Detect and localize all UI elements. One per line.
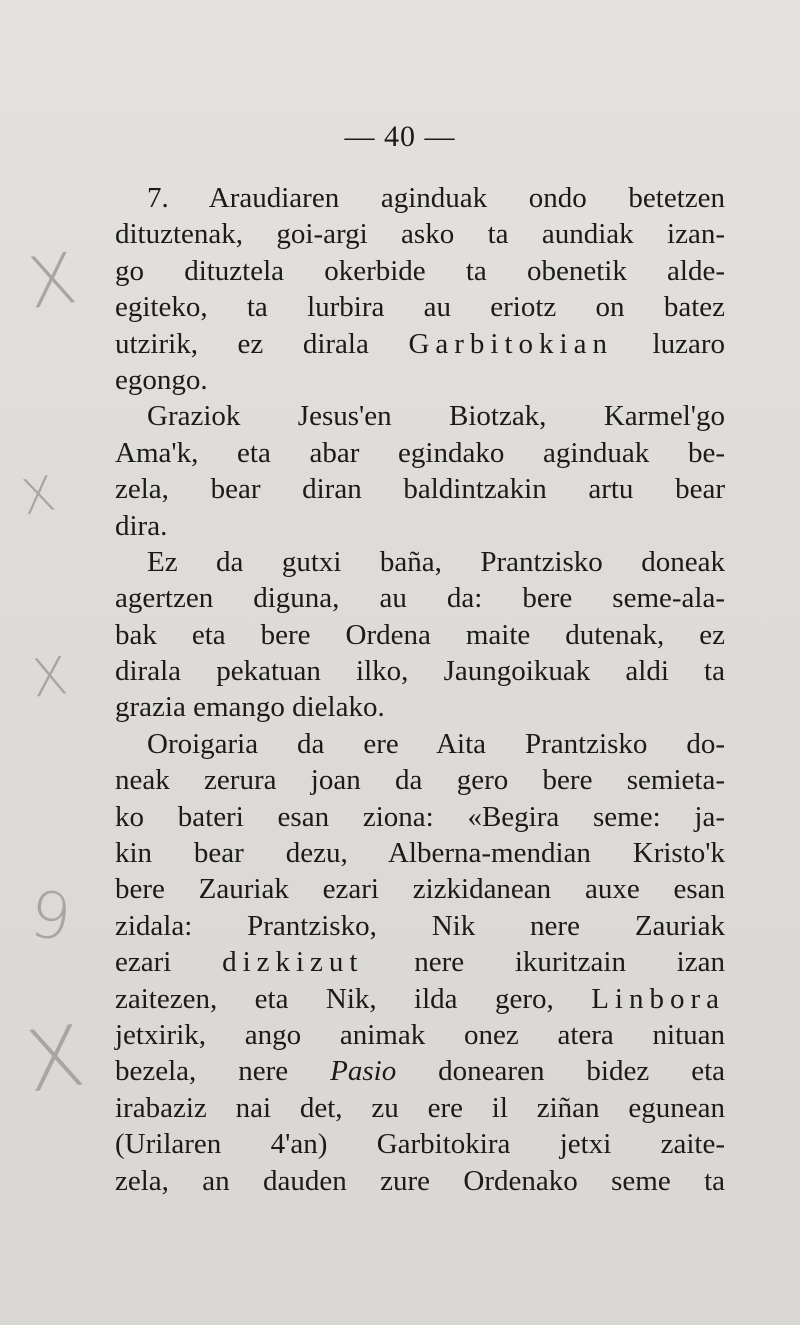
text-line: bere Zauriak ezari zizkidanean auxe esan <box>115 873 725 906</box>
text-line: Oroigaria da ere Aita Prantzisko do- <box>147 727 725 760</box>
text-line: bezela, nere Pasio donearen bidez eta <box>115 1055 725 1088</box>
text-line: zaitezen, eta Nik, ilda gero, Linbora <box>115 982 725 1015</box>
text-line: Ama'k, eta abar egindako aginduak be- <box>115 436 725 469</box>
text-line: zela, bear diran baldintzakin artu bear <box>115 473 725 506</box>
text-line: 7. Araudiaren aginduak ondo betetzen <box>147 182 725 214</box>
text-line: bak eta bere Ordena maite dutenak, ez <box>115 618 725 651</box>
spaced-word: dizkizut <box>222 946 364 979</box>
text-line: egiteko, ta lurbira au eriotz on batez <box>115 291 725 324</box>
margin-pencil-mark: X <box>19 1006 91 1112</box>
italic-word: Pasio <box>330 1055 397 1088</box>
text-line: dira. <box>115 509 168 542</box>
text-line: irabaziz nai det, zu ere il ziñan egunean <box>115 1091 725 1124</box>
body-text <box>115 180 725 1199</box>
text-line: neak zerura joan da gero bere semieta- <box>115 764 725 797</box>
text-line: zidala: Prantzisko, Nik nere Zauriak <box>115 909 725 942</box>
text-line: ko bateri esan ziona: «Begira seme: ja- <box>115 800 725 833</box>
text-line: kin bear dezu, Alberna-mendian Kristo'k <box>115 837 725 870</box>
text-line: dirala pekatuan ilko, Jaungoikuak aldi ta <box>115 655 725 688</box>
margin-pencil-mark: X <box>22 237 82 325</box>
text-line: zela, an dauden zure Ordenako seme ta <box>115 1164 725 1197</box>
text-line: agertzen diguna, au da: bere seme-ala- <box>115 582 725 615</box>
text-line: jetxirik, ango animak onez atera nituan <box>115 1018 725 1051</box>
page-number: — 40 — <box>344 120 456 153</box>
text-line: dituztenak, goi-argi asko ta aundiak izan- <box>115 218 725 251</box>
text-line: go dituztela okerbide ta obenetik alde- <box>115 254 725 287</box>
spaced-word: Linbora <box>591 982 725 1015</box>
text-line: Graziok Jesus'en Biotzak, Karmel'go <box>147 400 725 433</box>
spaced-word: Garbitokian <box>408 327 613 360</box>
text-line: (Urilaren 4'an) Garbitokira jetxi zaite- <box>115 1128 725 1161</box>
text-line: Ez da gutxi baña, Prantzisko doneak <box>147 545 725 578</box>
margin-pencil-mark: 9 <box>25 877 76 957</box>
margin-pencil-mark: X <box>28 646 71 710</box>
text-line: egongo. <box>115 363 208 396</box>
text-line: grazia emango dielako. <box>115 691 385 724</box>
margin-pencil-mark: X <box>17 465 60 527</box>
text-line: utzirik, ez dirala Garbitokian luzaro <box>115 327 725 360</box>
text-line: ezari dizkizut nere ikuritzain izan <box>115 946 725 979</box>
